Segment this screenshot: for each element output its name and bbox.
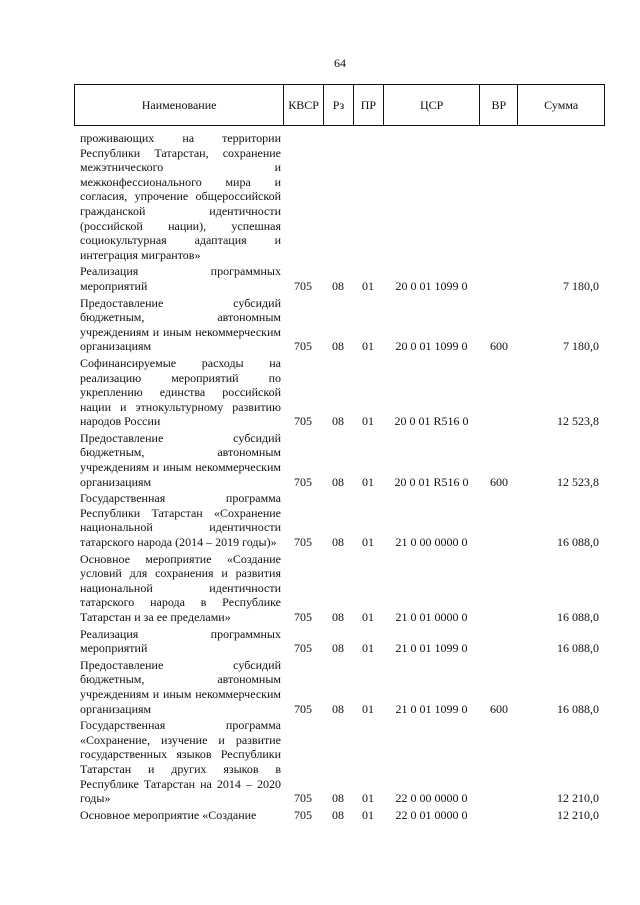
table-row xyxy=(74,627,605,658)
cell-name: проживающих на территории Республики Татарстан, сохранение межэтнического и межконфессионального мира и согласия, упрочение общероссийской гражданской идентичности (российской нации), успешная социокультурная адаптация и интеграция мигрантов» xyxy=(80,131,281,262)
cell-pr: 01 xyxy=(362,701,374,716)
column-header-sum: Сумма xyxy=(517,85,604,125)
table-header xyxy=(74,84,605,126)
cell-csr: 20 0 01 1099 0 xyxy=(395,278,468,293)
cell-kvsr: 705 xyxy=(294,610,312,624)
cell-csr: 22 0 01 0000 0 xyxy=(395,807,468,822)
cell-name: Основное мероприятие «Создание xyxy=(80,807,257,822)
cell-csr: 21 0 01 1099 0 xyxy=(395,641,468,656)
cell-kvsr: 705 xyxy=(294,791,312,806)
table-row xyxy=(74,296,605,356)
table-body xyxy=(74,131,605,824)
table-row xyxy=(74,264,605,295)
cell-name: Основное мероприятие «Создание условий для сохранения и развития национальной идентичности татарского народа в Республике Татарстан и за ее пределами» xyxy=(80,551,281,624)
cell-kvsr: 705 xyxy=(294,701,312,716)
table-row xyxy=(74,131,605,264)
cell-vr: 600 xyxy=(490,474,508,489)
cell-kvsr: 705 xyxy=(294,339,312,354)
cell-sum: 12 523,8 xyxy=(557,414,599,429)
cell-name: Государственная программа «Сохранение, изучение и развитие государственных языков Республики Татарстан и других языков в Республике Татарстан на 2014 – 2020 годы» xyxy=(80,718,281,806)
cell-csr: 20 0 01 1099 0 xyxy=(395,339,468,354)
cell-csr: 20 0 01 R516 0 xyxy=(394,474,469,489)
cell-sum: 16 088,0 xyxy=(557,701,599,716)
cell-pr: 01 xyxy=(362,641,374,656)
table-row xyxy=(74,431,605,491)
cell-kvsr: 705 xyxy=(294,474,312,489)
cell-pr: 01 xyxy=(362,610,374,624)
column-header-rz: Рз xyxy=(323,85,353,125)
table-row xyxy=(74,552,605,627)
cell-rz: 08 xyxy=(332,535,344,550)
cell-name: Реализация программных мероприятий xyxy=(80,264,281,293)
cell-sum: 16 088,0 xyxy=(557,610,599,624)
cell-rz: 08 xyxy=(332,474,344,489)
cell-kvsr: 705 xyxy=(294,278,312,293)
table-row xyxy=(74,718,605,808)
cell-pr: 01 xyxy=(362,474,374,489)
cell-csr: 22 0 00 0000 0 xyxy=(395,791,468,806)
cell-rz: 08 xyxy=(332,414,344,429)
cell-pr: 01 xyxy=(362,791,374,806)
cell-name: Софинансируемые расходы на реализацию мероприятий по укреплению единства российской нации и этнокультурному развитию народов России xyxy=(80,355,281,429)
cell-csr: 20 0 01 R516 0 xyxy=(394,414,469,429)
cell-sum: 12 210,0 xyxy=(557,807,599,822)
cell-kvsr: 705 xyxy=(294,807,312,822)
cell-rz: 08 xyxy=(332,701,344,716)
cell-name: Предоставление субсидий бюджетным, автономным учреждениям и иным некоммерческим организациям xyxy=(80,430,281,489)
cell-sum: 16 088,0 xyxy=(557,535,599,550)
cell-rz: 08 xyxy=(332,791,344,806)
cell-name: Государственная программа Республики Татарстан «Сохранение национальной идентичности татарского народа (2014 – 2019 годы)» xyxy=(80,491,281,550)
cell-sum: 12 523,8 xyxy=(557,474,599,489)
cell-pr: 01 xyxy=(362,278,374,293)
cell-rz: 08 xyxy=(332,641,344,656)
cell-vr: 600 xyxy=(490,339,508,354)
cell-csr: 21 0 01 0000 0 xyxy=(395,610,468,624)
cell-rz: 08 xyxy=(332,339,344,354)
cell-vr: 600 xyxy=(490,701,508,716)
cell-pr: 01 xyxy=(362,807,374,822)
cell-name: Реализация программных мероприятий xyxy=(80,626,281,656)
cell-name: Предоставление субсидий бюджетным, автономным учреждениям и иным некоммерческим организациям xyxy=(80,295,281,354)
cell-rz: 08 xyxy=(332,807,344,822)
cell-csr: 21 0 01 1099 0 xyxy=(395,701,468,716)
cell-sum: 16 088,0 xyxy=(557,641,599,656)
table-row xyxy=(74,491,605,551)
cell-pr: 01 xyxy=(362,414,374,429)
cell-csr: 21 0 00 0000 0 xyxy=(395,535,468,550)
column-header-csr: ЦСР xyxy=(383,85,480,125)
column-header-name: Наименование xyxy=(141,97,217,112)
page-number: 64 xyxy=(334,56,346,70)
column-header-kvsr: КВСР xyxy=(283,85,323,125)
table-row xyxy=(74,356,605,431)
column-header-pr: ПР xyxy=(353,85,383,125)
cell-kvsr: 705 xyxy=(294,641,312,656)
cell-name: Предоставление субсидий бюджетным, автономным учреждениям и иным некоммерческим организациям xyxy=(80,657,281,716)
cell-sum: 7 180,0 xyxy=(563,278,599,293)
table-row xyxy=(74,658,605,718)
cell-kvsr: 705 xyxy=(294,414,312,429)
column-header-vr: ВР xyxy=(479,85,517,125)
table-row xyxy=(74,808,605,825)
cell-rz: 08 xyxy=(332,610,344,624)
cell-kvsr: 705 xyxy=(294,535,312,550)
cell-pr: 01 xyxy=(362,535,374,550)
cell-rz: 08 xyxy=(332,278,344,293)
cell-sum: 7 180,0 xyxy=(563,339,599,354)
cell-sum: 12 210,0 xyxy=(557,791,599,806)
cell-pr: 01 xyxy=(362,339,374,354)
